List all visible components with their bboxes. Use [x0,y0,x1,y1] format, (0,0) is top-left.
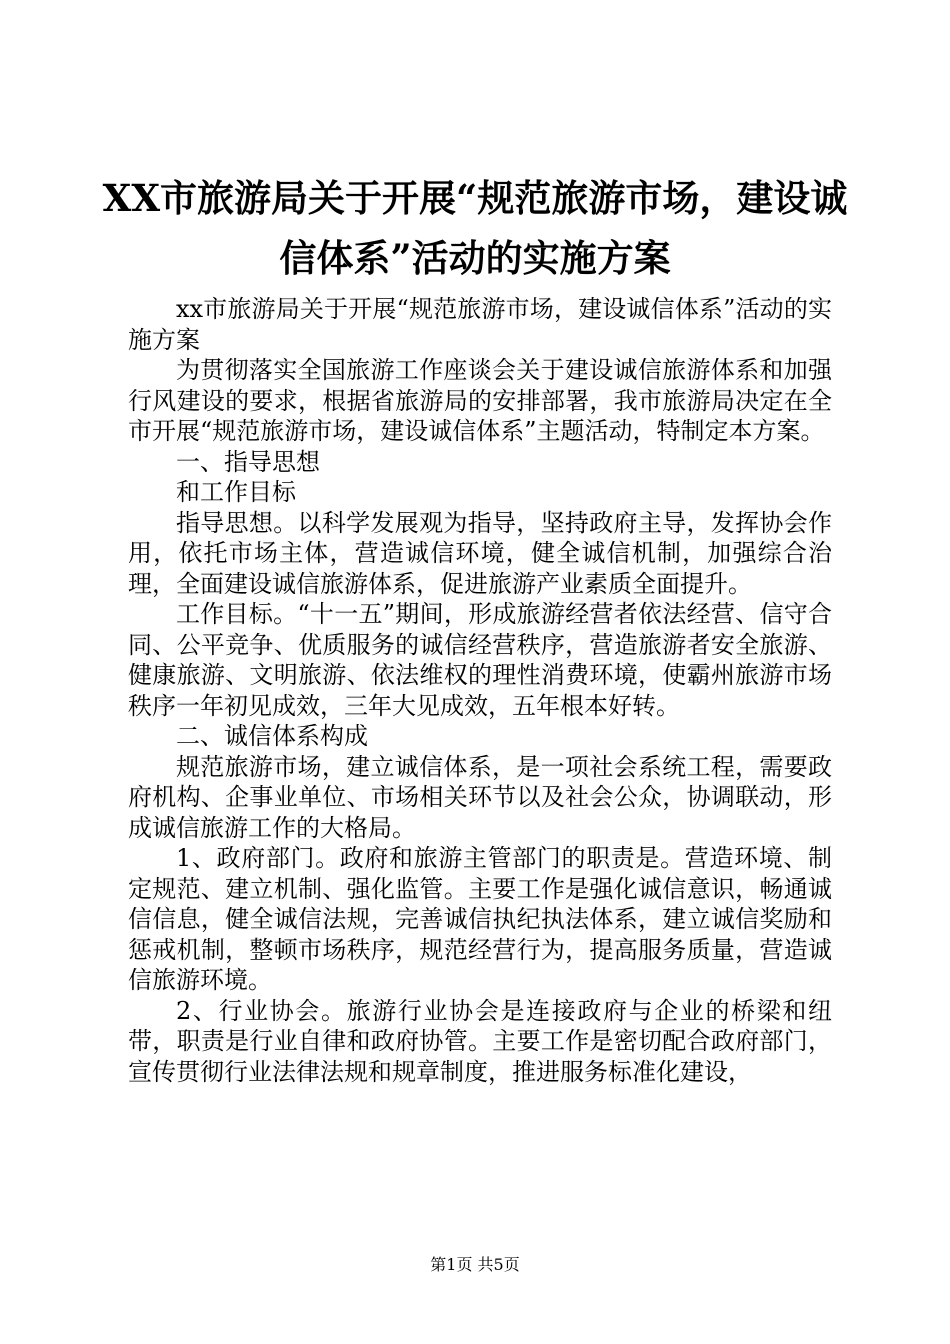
page-footer: 第1页 共5页 [430,1255,520,1274]
paragraph: 为贯彻落实全国旅游工作座谈会关于建设诚信旅游体系和加强行风建设的要求，根据省旅游局的安排部署，我市旅游局决定在全市开展“规范旅游市场，建设诚信体系”主题活动，特制定本方案。 [128,356,832,445]
document-body [128,294,832,1087]
paragraph: 指导思想。以科学发展观为指导，坚持政府主导，发挥协会作用，依托市场主体，营造诚信环境，健全诚信机制，加强综合治理，全面建设诚信旅游体系，促进旅游产业素质全面提升。 [128,508,832,598]
paragraph: 工作目标。“十一五”期间，形成旅游经营者依法经营、信守合同、公平竞争、优质服务的诚信经营秩序，营造旅游者安全旅游、健康旅游、文明旅游、依法维权的理性消费环境，使霸州旅游市场秩序一年初见成效，三年大见成效，五年根本好转。 [128,600,832,720]
section-heading: 一、指导思想 [176,447,320,476]
document-title: XX市旅游局关于开展“规范旅游市场，建设诚信体系”活动的实施方案 [102,176,848,280]
paragraph: xx市旅游局关于开展“规范旅游市场，建设诚信体系”活动的实施方案 [128,295,832,354]
paragraph: 1、政府部门。政府和旅游主管部门的职责是。营造环境、制定规范、建立机制、强化监管。主要工作是强化诚信意识，畅通诚信信息，健全诚信法规，完善诚信执纪执法体系，建立诚信奖励和惩戒机制，整顿市场秩序，规范经营行为，提高服务质量，营造诚信旅游环境。 [128,844,832,994]
paragraph: 2、行业协会。旅游行业协会是连接政府与企业的桥梁和纽带，职责是行业自律和政府协管。主要工作是密切配合政府部门，宣传贯彻行业法律法规和规章制度，推进服务标准化建设， [128,996,832,1086]
paragraph: 规范旅游市场，建立诚信体系，是一项社会系统工程，需要政府机构、企事业单位、市场相关环节以及社会公众，协调联动，形成诚信旅游工作的大格局。 [128,752,832,842]
section-heading: 二、诚信体系构成 [176,722,368,750]
section-heading: 和工作目标 [176,478,296,506]
